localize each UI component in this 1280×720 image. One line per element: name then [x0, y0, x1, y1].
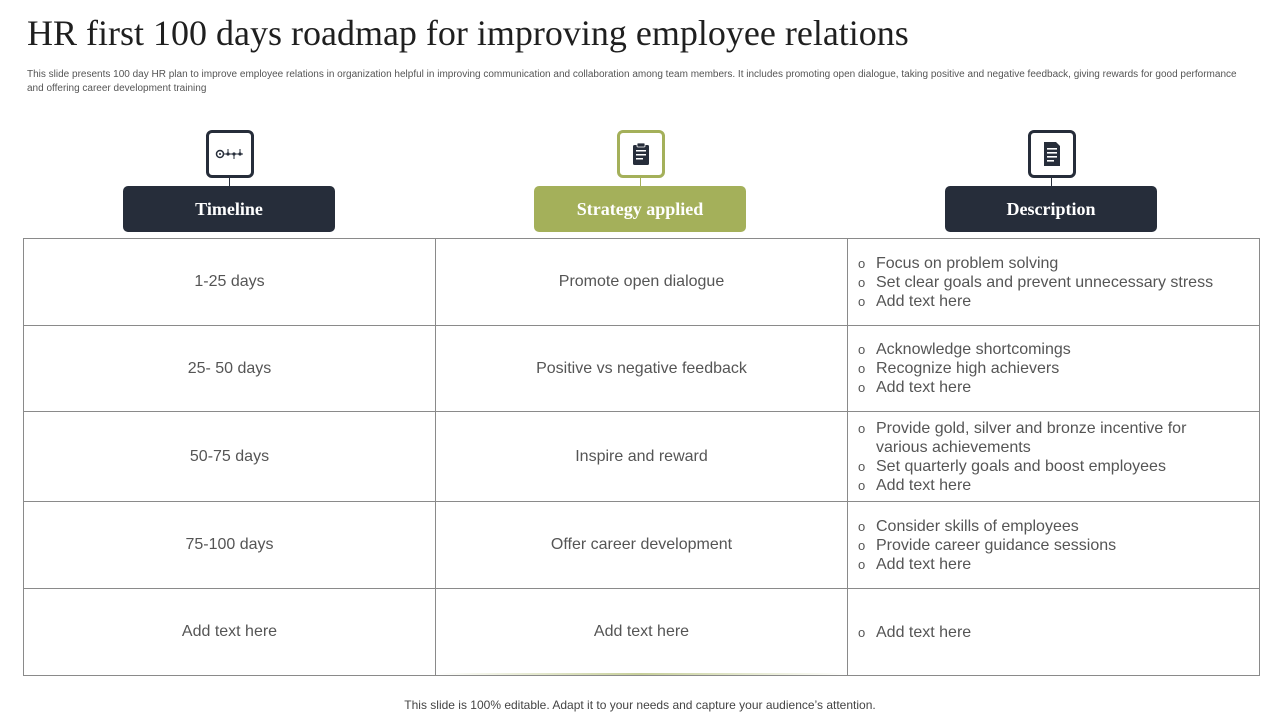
description-header [945, 186, 1157, 232]
strategy-cell: Add text here [436, 589, 848, 676]
accent-line [436, 673, 846, 675]
bullet-item: o Set clear goals and prevent unnecessary stress [858, 273, 1259, 292]
timeline-header [123, 186, 335, 232]
description-header-label: Description [1006, 198, 1096, 219]
bullet-item: o Set quarterly goals and boost employees [858, 457, 1198, 476]
slide-footer: This slide is 100% editable. Adapt it to your needs and capture your audience’s attention. [404, 698, 876, 712]
bullet-item: o Add text here [858, 292, 1259, 311]
slide-subtitle: This slide presents 100 day HR plan to improve employee relations in organization helpful in improving communication and collaboration among team members. It includes promoting open dialogue, taking positive and negative feedback, giving rewards for good performance and offering career development training [27, 69, 1237, 94]
table-row [24, 412, 1260, 502]
bullet-item: o Add text here [858, 623, 1259, 642]
strategy-header-label: Strategy applied [576, 198, 704, 219]
bullet-item: o Add text here [858, 476, 1198, 495]
table-row [24, 589, 1260, 676]
bullet-item: o Focus on problem solving [858, 254, 1259, 273]
strategy-cell: Promote open dialogue [436, 239, 848, 326]
slide-title: HR first 100 days roadmap for improving employee relations [27, 13, 909, 53]
strategy-connector [640, 177, 641, 186]
timeline-cell: 25- 50 days [24, 326, 436, 412]
description-cell [848, 326, 1260, 412]
timeline-connector [229, 177, 230, 186]
bullet-item: o Provide gold, silver and bronze incentive for various achievements [858, 419, 1198, 457]
bullet-item: o Provide career guidance sessions [858, 536, 1259, 555]
table-row [24, 239, 1260, 326]
bullet-item: o Add text here [858, 555, 1259, 574]
timeline-header-label: Timeline [195, 198, 263, 219]
strategy-header [534, 186, 746, 232]
table-row [24, 326, 1260, 412]
roadmap-table [23, 238, 1260, 676]
description-cell [848, 502, 1260, 589]
timeline-cell: Add text here [24, 589, 436, 676]
strategy-cell: Inspire and reward [436, 412, 848, 502]
timeline-icon [206, 130, 254, 178]
timeline-cell: 50-75 days [24, 412, 436, 502]
strategy-cell: Offer career development [436, 502, 848, 589]
bullet-item: o Consider skills of employees [858, 517, 1259, 536]
document-icon [1028, 130, 1076, 178]
description-cell [848, 239, 1260, 326]
timeline-cell: 75-100 days [24, 502, 436, 589]
clipboard-icon [617, 130, 665, 178]
timeline-cell: 1-25 days [24, 239, 436, 326]
table-row [24, 502, 1260, 589]
bullet-item: o Recognize high achievers [858, 359, 1259, 378]
strategy-cell: Positive vs negative feedback [436, 326, 848, 412]
description-cell [848, 589, 1260, 676]
description-cell [848, 412, 1260, 502]
bullet-item: o Add text here [858, 378, 1259, 397]
bullet-item: o Acknowledge shortcomings [858, 340, 1259, 359]
description-connector [1051, 177, 1052, 186]
